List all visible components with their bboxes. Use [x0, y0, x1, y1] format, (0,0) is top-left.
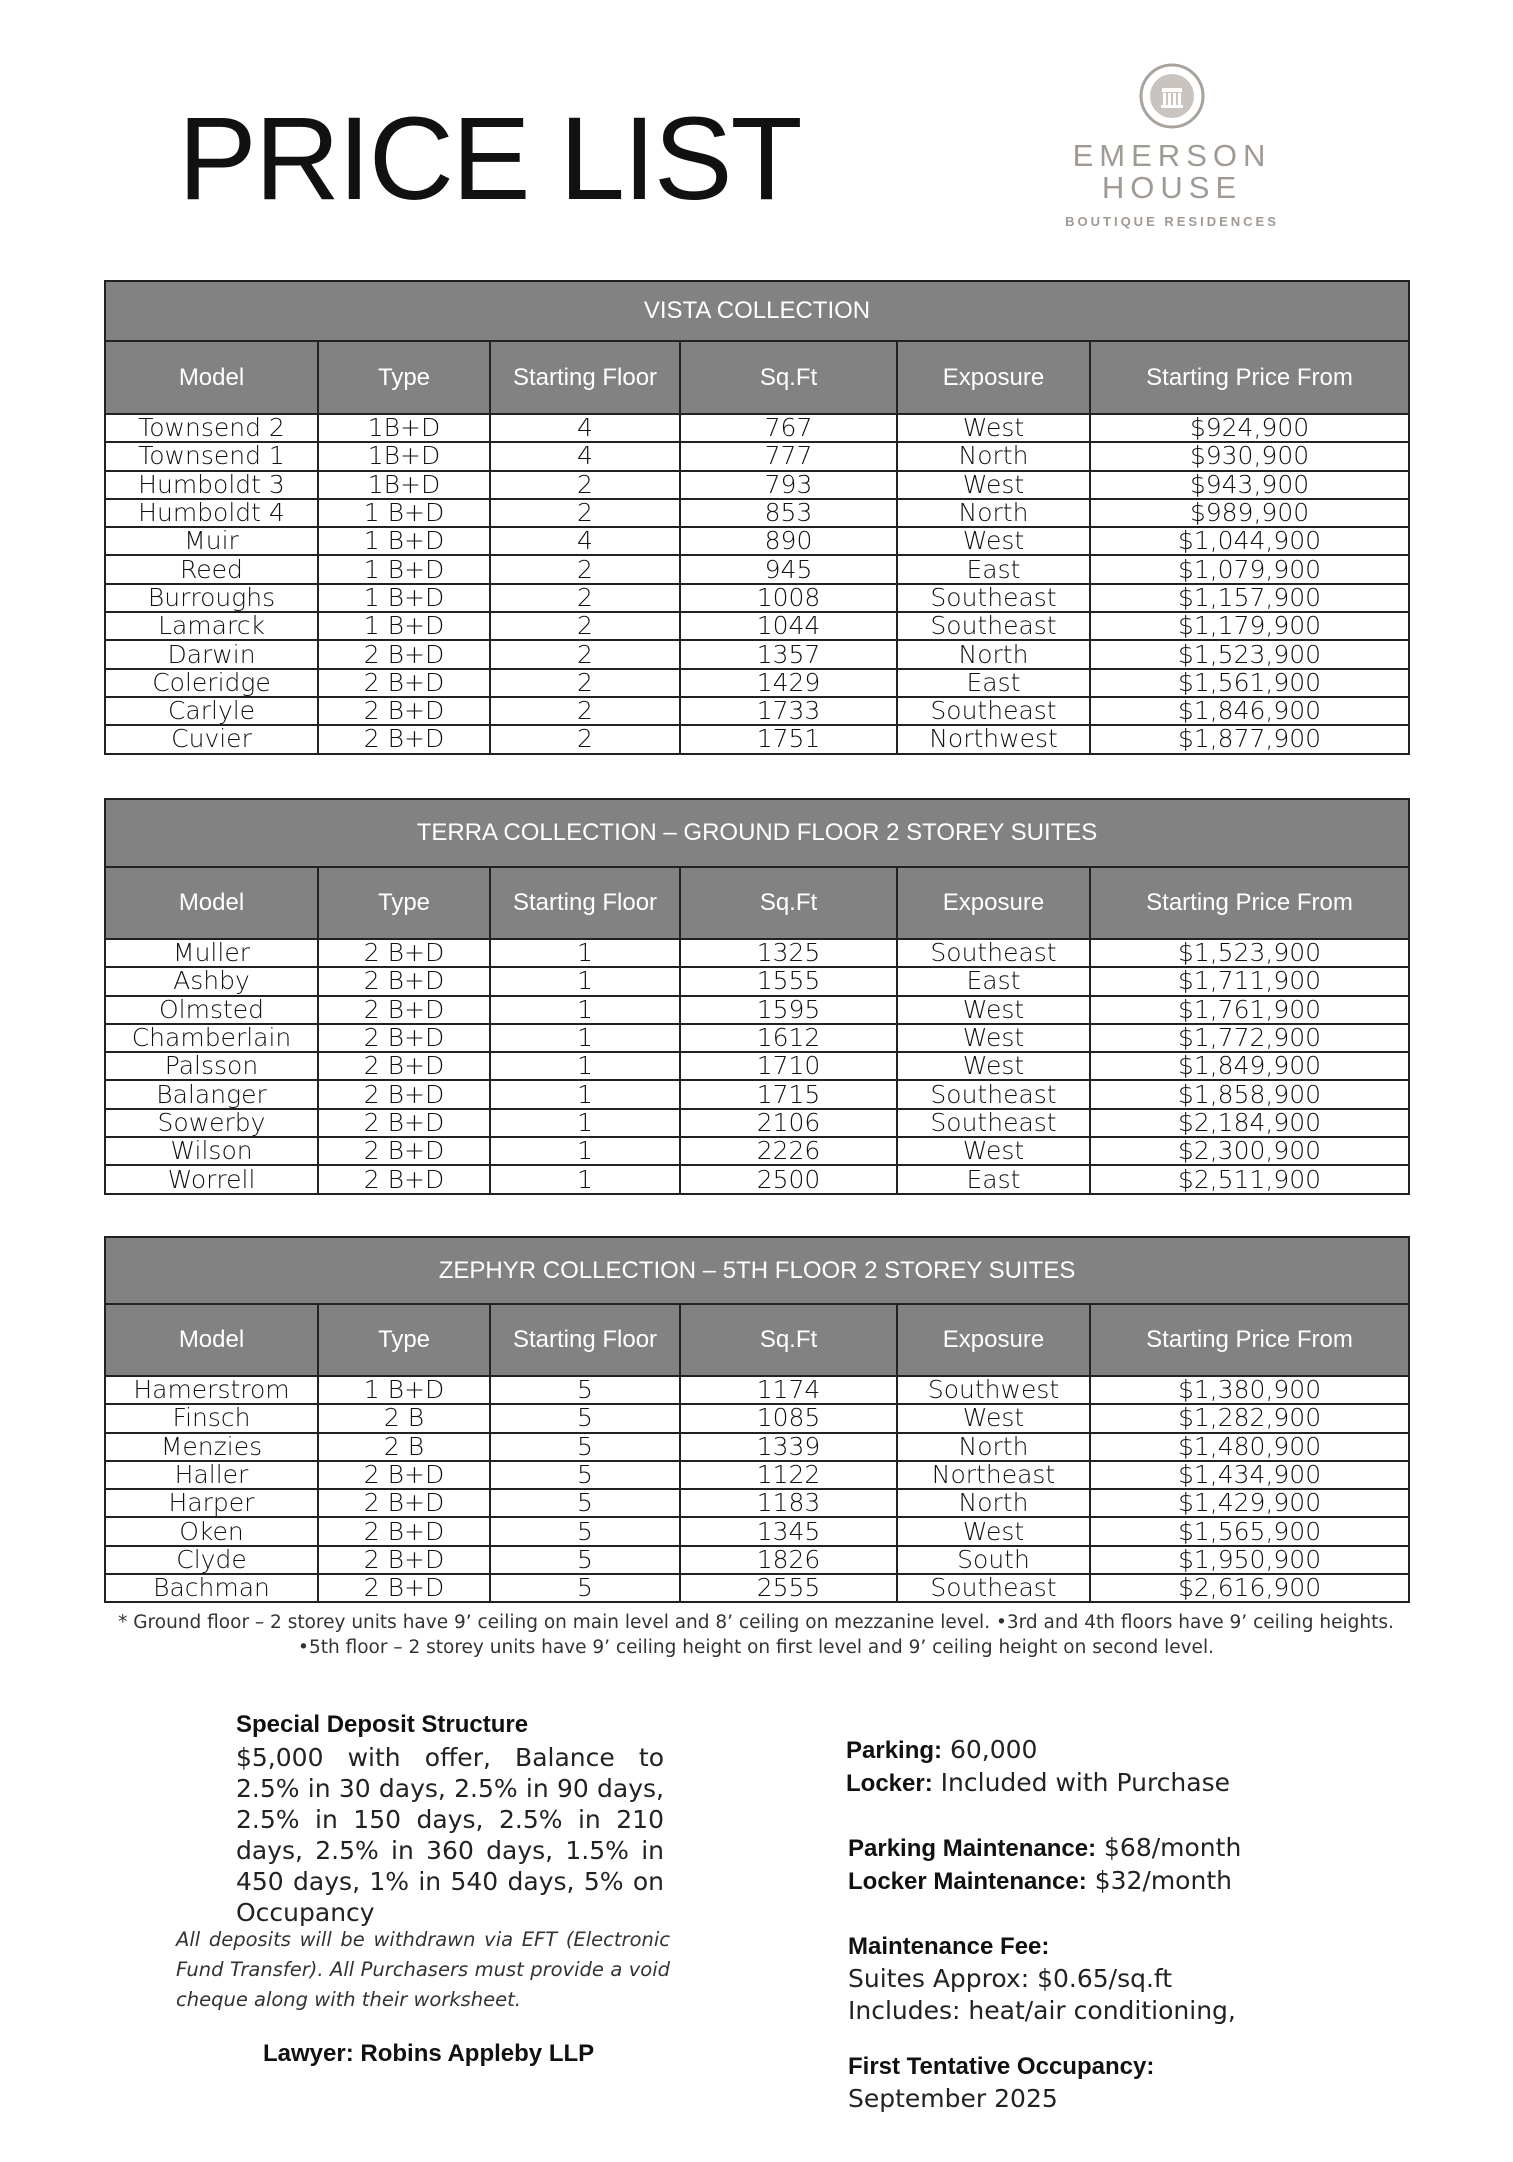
occupancy-label: First Tentative Occupancy: — [848, 2053, 1155, 2080]
cell-type: 1 B+D — [318, 584, 490, 612]
cell-type: 1B+D — [318, 442, 490, 470]
cell-type: 2 B — [318, 1404, 490, 1432]
cell-exposure: North — [897, 442, 1090, 470]
table-row — [105, 1165, 1409, 1193]
table-row — [105, 939, 1409, 967]
cell-model: Humboldt 3 — [105, 471, 318, 499]
cell-model: Burroughs — [105, 584, 318, 612]
deposit-body: $5,000 with offer, Balance to 2.5% in 30 days, 2.5% in 90 days, 2.5% in 150 days, 2.5% in 210 days, 2.5% in 360 days, 1.5% in 450 days, 1% in 540 days, 5% on Occupancy — [236, 1743, 664, 1927]
cell-starting-floor: 4 — [490, 527, 680, 555]
cell-price: $1,772,900 — [1090, 1024, 1409, 1052]
terra-collection-table — [104, 798, 1410, 1195]
cell-sqft: 1339 — [680, 1433, 897, 1461]
cell-sqft: 945 — [680, 555, 897, 583]
table-row — [105, 1461, 1409, 1489]
cell-model: Hamerstrom — [105, 1376, 318, 1404]
cell-model: Olmsted — [105, 996, 318, 1024]
cell-model: Coleridge — [105, 669, 318, 697]
table-row — [105, 697, 1409, 725]
cell-type: 2 B+D — [318, 1517, 490, 1545]
table-caption: VISTA COLLECTION — [105, 281, 1409, 341]
column-header-price: Starting Price From — [1090, 867, 1409, 939]
cell-type: 2 B+D — [318, 1574, 490, 1602]
cell-model: Wilson — [105, 1137, 318, 1165]
cell-price: $1,434,900 — [1090, 1461, 1409, 1489]
column-header-model: Model — [105, 867, 318, 939]
cell-exposure: Southeast — [897, 584, 1090, 612]
cell-starting-floor: 1 — [490, 1137, 680, 1165]
table-row — [105, 996, 1409, 1024]
locker-maint-value: $32/month — [1094, 1866, 1232, 1895]
cell-exposure: Southeast — [897, 697, 1090, 725]
cell-sqft: 1595 — [680, 996, 897, 1024]
cell-price: $1,950,900 — [1090, 1546, 1409, 1574]
cell-price: $1,044,900 — [1090, 527, 1409, 555]
cell-type: 2 B+D — [318, 697, 490, 725]
locker-maint-label: Locker Maintenance: — [848, 1868, 1087, 1895]
cell-sqft: 853 — [680, 499, 897, 527]
cell-exposure: West — [897, 1404, 1090, 1432]
zephyr-collection-table — [104, 1236, 1410, 1603]
column-header-starting-floor: Starting Floor — [490, 1304, 680, 1376]
cell-sqft: 1612 — [680, 1024, 897, 1052]
lawyer-info: Lawyer: Robins Appleby LLP — [263, 2040, 595, 2067]
cell-starting-floor: 5 — [490, 1433, 680, 1461]
table-row — [105, 1517, 1409, 1545]
cell-model: Muir — [105, 527, 318, 555]
table-row — [105, 1574, 1409, 1602]
cell-exposure: Northeast — [897, 1461, 1090, 1489]
table-row — [105, 471, 1409, 499]
cell-type: 2 B+D — [318, 669, 490, 697]
cell-sqft: 2106 — [680, 1109, 897, 1137]
logo-tagline: BOUTIQUE RESIDENCES — [1065, 214, 1279, 229]
cell-starting-floor: 1 — [490, 1024, 680, 1052]
cell-sqft: 1826 — [680, 1546, 897, 1574]
cell-type: 2 B+D — [318, 1137, 490, 1165]
table-row — [105, 1109, 1409, 1137]
cell-price: $2,184,900 — [1090, 1109, 1409, 1137]
cell-price: $1,157,900 — [1090, 584, 1409, 612]
cell-starting-floor: 2 — [490, 669, 680, 697]
cell-model: Darwin — [105, 640, 318, 668]
table-row — [105, 967, 1409, 995]
table-row — [105, 1404, 1409, 1432]
cell-model: Lamarck — [105, 612, 318, 640]
cell-starting-floor: 1 — [490, 1052, 680, 1080]
cell-price: $1,711,900 — [1090, 967, 1409, 995]
cell-exposure: North — [897, 499, 1090, 527]
cell-exposure: West — [897, 527, 1090, 555]
table-row — [105, 442, 1409, 470]
cell-price: $930,900 — [1090, 442, 1409, 470]
logo-line-2: HOUSE — [1101, 170, 1243, 205]
ceiling-notes — [104, 1610, 1408, 1660]
note-line-1: * Ground floor – 2 storey units have 9’ ceiling on main level and 8’ ceiling on mezzanine level. •3rd and 4th floors have 9’ ceiling heights. — [118, 1612, 1394, 1633]
cell-type: 2 B+D — [318, 725, 490, 753]
cell-sqft: 1122 — [680, 1461, 897, 1489]
cell-price: $1,480,900 — [1090, 1433, 1409, 1461]
cell-model: Townsend 1 — [105, 442, 318, 470]
occupancy-value: September 2025 — [848, 2084, 1058, 2113]
table-row — [105, 499, 1409, 527]
cell-type: 2 B+D — [318, 1024, 490, 1052]
cell-model: Muller — [105, 939, 318, 967]
cell-starting-floor: 5 — [490, 1574, 680, 1602]
cell-price: $1,877,900 — [1090, 725, 1409, 753]
column-header-price: Starting Price From — [1090, 1304, 1409, 1376]
cell-starting-floor: 5 — [490, 1404, 680, 1432]
cell-type: 1 B+D — [318, 555, 490, 583]
cell-exposure: East — [897, 555, 1090, 583]
cell-starting-floor: 2 — [490, 640, 680, 668]
cell-model: Oken — [105, 1517, 318, 1545]
cell-price: $1,282,900 — [1090, 1404, 1409, 1432]
table-row — [105, 584, 1409, 612]
cell-sqft: 1325 — [680, 939, 897, 967]
cell-starting-floor: 2 — [490, 612, 680, 640]
locker-label: Locker: — [846, 1770, 933, 1797]
cell-type: 1 B+D — [318, 499, 490, 527]
cell-starting-floor: 5 — [490, 1546, 680, 1574]
table-row — [105, 1137, 1409, 1165]
cell-type: 2 B+D — [318, 1109, 490, 1137]
column-header-price: Starting Price From — [1090, 341, 1409, 414]
cell-price: $2,511,900 — [1090, 1165, 1409, 1193]
brand-logo — [1062, 62, 1282, 229]
cell-model: Worrell — [105, 1165, 318, 1193]
column-header-starting-floor: Starting Floor — [490, 867, 680, 939]
cell-price: $943,900 — [1090, 471, 1409, 499]
cell-price: $1,849,900 — [1090, 1052, 1409, 1080]
cell-type: 2 B+D — [318, 939, 490, 967]
cell-type: 1B+D — [318, 471, 490, 499]
cell-sqft: 1710 — [680, 1052, 897, 1080]
locker-maint-line — [848, 1865, 1241, 1898]
cell-price: $2,616,900 — [1090, 1574, 1409, 1602]
cell-price: $1,079,900 — [1090, 555, 1409, 583]
cell-exposure: West — [897, 1137, 1090, 1165]
table-row — [105, 612, 1409, 640]
cell-model: Bachman — [105, 1574, 318, 1602]
table-row — [105, 1433, 1409, 1461]
cell-sqft: 1751 — [680, 725, 897, 753]
cell-exposure: West — [897, 414, 1090, 442]
cell-type: 2 B+D — [318, 967, 490, 995]
table-row — [105, 414, 1409, 442]
maintenance-block — [848, 1832, 1241, 1898]
cell-exposure: West — [897, 1024, 1090, 1052]
cell-exposure: West — [897, 471, 1090, 499]
deposit-title: Special Deposit Structure — [236, 1711, 529, 1738]
occupancy-block — [848, 2050, 1154, 2115]
cell-model: Clyde — [105, 1546, 318, 1574]
cell-sqft: 1044 — [680, 612, 897, 640]
cell-sqft: 777 — [680, 442, 897, 470]
cell-sqft: 2555 — [680, 1574, 897, 1602]
cell-price: $924,900 — [1090, 414, 1409, 442]
cell-price: $1,523,900 — [1090, 640, 1409, 668]
cell-sqft: 1174 — [680, 1376, 897, 1404]
cell-starting-floor: 1 — [490, 939, 680, 967]
cell-starting-floor: 2 — [490, 471, 680, 499]
cell-sqft: 793 — [680, 471, 897, 499]
cell-price: $1,523,900 — [1090, 939, 1409, 967]
column-header-type: Type — [318, 1304, 490, 1376]
table-row — [105, 527, 1409, 555]
cell-type: 1B+D — [318, 414, 490, 442]
cell-starting-floor: 1 — [490, 1109, 680, 1137]
cell-exposure: Southeast — [897, 612, 1090, 640]
cell-starting-floor: 5 — [490, 1461, 680, 1489]
table-row — [105, 1052, 1409, 1080]
table-row — [105, 1080, 1409, 1108]
cell-model: Chamberlain — [105, 1024, 318, 1052]
cell-type: 1 B+D — [318, 527, 490, 555]
cell-price: $1,761,900 — [1090, 996, 1409, 1024]
cell-starting-floor: 1 — [490, 967, 680, 995]
cell-price: $989,900 — [1090, 499, 1409, 527]
cell-starting-floor: 2 — [490, 725, 680, 753]
cell-exposure: Southeast — [897, 1080, 1090, 1108]
column-header-sqft: Sq.Ft — [680, 1304, 897, 1376]
cell-model: Menzies — [105, 1433, 318, 1461]
cell-exposure: South — [897, 1546, 1090, 1574]
cell-exposure: Southwest — [897, 1376, 1090, 1404]
cell-price: $1,561,900 — [1090, 669, 1409, 697]
column-header-exposure: Exposure — [897, 867, 1090, 939]
cell-exposure: West — [897, 1052, 1090, 1080]
cell-type: 2 B+D — [318, 640, 490, 668]
cell-exposure: West — [897, 1517, 1090, 1545]
cell-sqft: 1429 — [680, 669, 897, 697]
cell-starting-floor: 1 — [490, 1080, 680, 1108]
cell-sqft: 1555 — [680, 967, 897, 995]
cell-starting-floor: 4 — [490, 442, 680, 470]
crest-icon — [1138, 62, 1206, 130]
locker-line — [846, 1767, 1230, 1800]
parking-value: 60,000 — [949, 1735, 1038, 1764]
cell-price: $1,179,900 — [1090, 612, 1409, 640]
cell-exposure: North — [897, 640, 1090, 668]
cell-price: $1,858,900 — [1090, 1080, 1409, 1108]
cell-exposure: Northwest — [897, 725, 1090, 753]
cell-sqft: 1733 — [680, 697, 897, 725]
table-caption: TERRA COLLECTION – GROUND FLOOR 2 STOREY SUITES — [105, 799, 1409, 867]
cell-model: Cuvier — [105, 725, 318, 753]
cell-type: 2 B+D — [318, 1165, 490, 1193]
cell-exposure: East — [897, 967, 1090, 995]
column-header-starting-floor: Starting Floor — [490, 341, 680, 414]
cell-type: 2 B+D — [318, 1052, 490, 1080]
parking-maint-line — [848, 1832, 1241, 1865]
column-header-type: Type — [318, 867, 490, 939]
note-line-2: •5th floor – 2 storey units have 9’ ceiling height on first level and 9’ ceiling height on second level. — [298, 1637, 1214, 1658]
vista-collection-table — [104, 280, 1410, 755]
column-header-model: Model — [105, 341, 318, 414]
table-row — [105, 1546, 1409, 1574]
logo-line-1: EMERSON — [1072, 138, 1272, 173]
cell-type: 1 B+D — [318, 1376, 490, 1404]
cell-exposure: Southeast — [897, 1574, 1090, 1602]
table-row — [105, 640, 1409, 668]
cell-exposure: East — [897, 1165, 1090, 1193]
cell-model: Haller — [105, 1461, 318, 1489]
cell-starting-floor: 5 — [490, 1489, 680, 1517]
cell-sqft: 767 — [680, 414, 897, 442]
cell-price: $1,429,900 — [1090, 1489, 1409, 1517]
cell-model: Sowerby — [105, 1109, 318, 1137]
maintenance-fee-block — [848, 1930, 1236, 2027]
cell-starting-floor: 1 — [490, 1165, 680, 1193]
cell-sqft: 1345 — [680, 1517, 897, 1545]
table-row — [105, 1489, 1409, 1517]
cell-starting-floor: 2 — [490, 499, 680, 527]
column-header-sqft: Sq.Ft — [680, 867, 897, 939]
fee-line-2: Includes: heat/air conditioning, — [848, 1996, 1236, 2025]
column-header-type: Type — [318, 341, 490, 414]
page-title: PRICE LIST — [178, 93, 801, 225]
cell-sqft: 890 — [680, 527, 897, 555]
cell-exposure: East — [897, 669, 1090, 697]
cell-price: $1,565,900 — [1090, 1517, 1409, 1545]
cell-model: Ashby — [105, 967, 318, 995]
table-row — [105, 555, 1409, 583]
cell-type: 2 B+D — [318, 996, 490, 1024]
table-caption: ZEPHYR COLLECTION – 5TH FLOOR 2 STOREY SUITES — [105, 1237, 1409, 1304]
cell-starting-floor: 4 — [490, 414, 680, 442]
fee-label: Maintenance Fee: — [848, 1933, 1050, 1960]
cell-exposure: Southeast — [897, 1109, 1090, 1137]
cell-price: $1,846,900 — [1090, 697, 1409, 725]
cell-type: 2 B — [318, 1433, 490, 1461]
table-row — [105, 669, 1409, 697]
cell-model: Humboldt 4 — [105, 499, 318, 527]
cell-exposure: North — [897, 1433, 1090, 1461]
cell-type: 2 B+D — [318, 1546, 490, 1574]
cell-exposure: West — [897, 996, 1090, 1024]
cell-model: Townsend 2 — [105, 414, 318, 442]
parking-maint-value: $68/month — [1104, 1833, 1242, 1862]
cell-model: Finsch — [105, 1404, 318, 1432]
cell-model: Carlyle — [105, 697, 318, 725]
column-header-sqft: Sq.Ft — [680, 341, 897, 414]
column-header-exposure: Exposure — [897, 341, 1090, 414]
cell-sqft: 1085 — [680, 1404, 897, 1432]
cell-type: 1 B+D — [318, 612, 490, 640]
cell-exposure: Southeast — [897, 939, 1090, 967]
table-row — [105, 725, 1409, 753]
cell-sqft: 1715 — [680, 1080, 897, 1108]
deposit-note: All deposits will be withdrawn via EFT (Electronic Fund Transfer). All Purchasers must provide a void cheque along with their worksheet. — [176, 1928, 670, 2011]
cell-sqft: 2226 — [680, 1137, 897, 1165]
cell-model: Reed — [105, 555, 318, 583]
parking-line — [846, 1734, 1230, 1767]
cell-starting-floor: 2 — [490, 697, 680, 725]
cell-starting-floor: 5 — [490, 1517, 680, 1545]
cell-price: $1,380,900 — [1090, 1376, 1409, 1404]
cell-type: 2 B+D — [318, 1461, 490, 1489]
parking-locker-block — [846, 1734, 1230, 1800]
cell-starting-floor: 5 — [490, 1376, 680, 1404]
fee-line-1: Suites Approx: $0.65/sq.ft — [848, 1964, 1173, 1993]
column-header-model: Model — [105, 1304, 318, 1376]
cell-type: 2 B+D — [318, 1489, 490, 1517]
cell-starting-floor: 2 — [490, 584, 680, 612]
cell-sqft: 1008 — [680, 584, 897, 612]
locker-value: Included with Purchase — [940, 1768, 1230, 1797]
cell-model: Palsson — [105, 1052, 318, 1080]
cell-model: Balanger — [105, 1080, 318, 1108]
column-header-exposure: Exposure — [897, 1304, 1090, 1376]
cell-price: $2,300,900 — [1090, 1137, 1409, 1165]
cell-sqft: 1357 — [680, 640, 897, 668]
parking-label: Parking: — [846, 1737, 943, 1764]
cell-sqft: 2500 — [680, 1165, 897, 1193]
cell-starting-floor: 2 — [490, 555, 680, 583]
cell-exposure: North — [897, 1489, 1090, 1517]
cell-type: 2 B+D — [318, 1080, 490, 1108]
table-row — [105, 1376, 1409, 1404]
cell-starting-floor: 1 — [490, 996, 680, 1024]
cell-model: Harper — [105, 1489, 318, 1517]
cell-sqft: 1183 — [680, 1489, 897, 1517]
parking-maint-label: Parking Maintenance: — [848, 1835, 1097, 1862]
table-row — [105, 1024, 1409, 1052]
